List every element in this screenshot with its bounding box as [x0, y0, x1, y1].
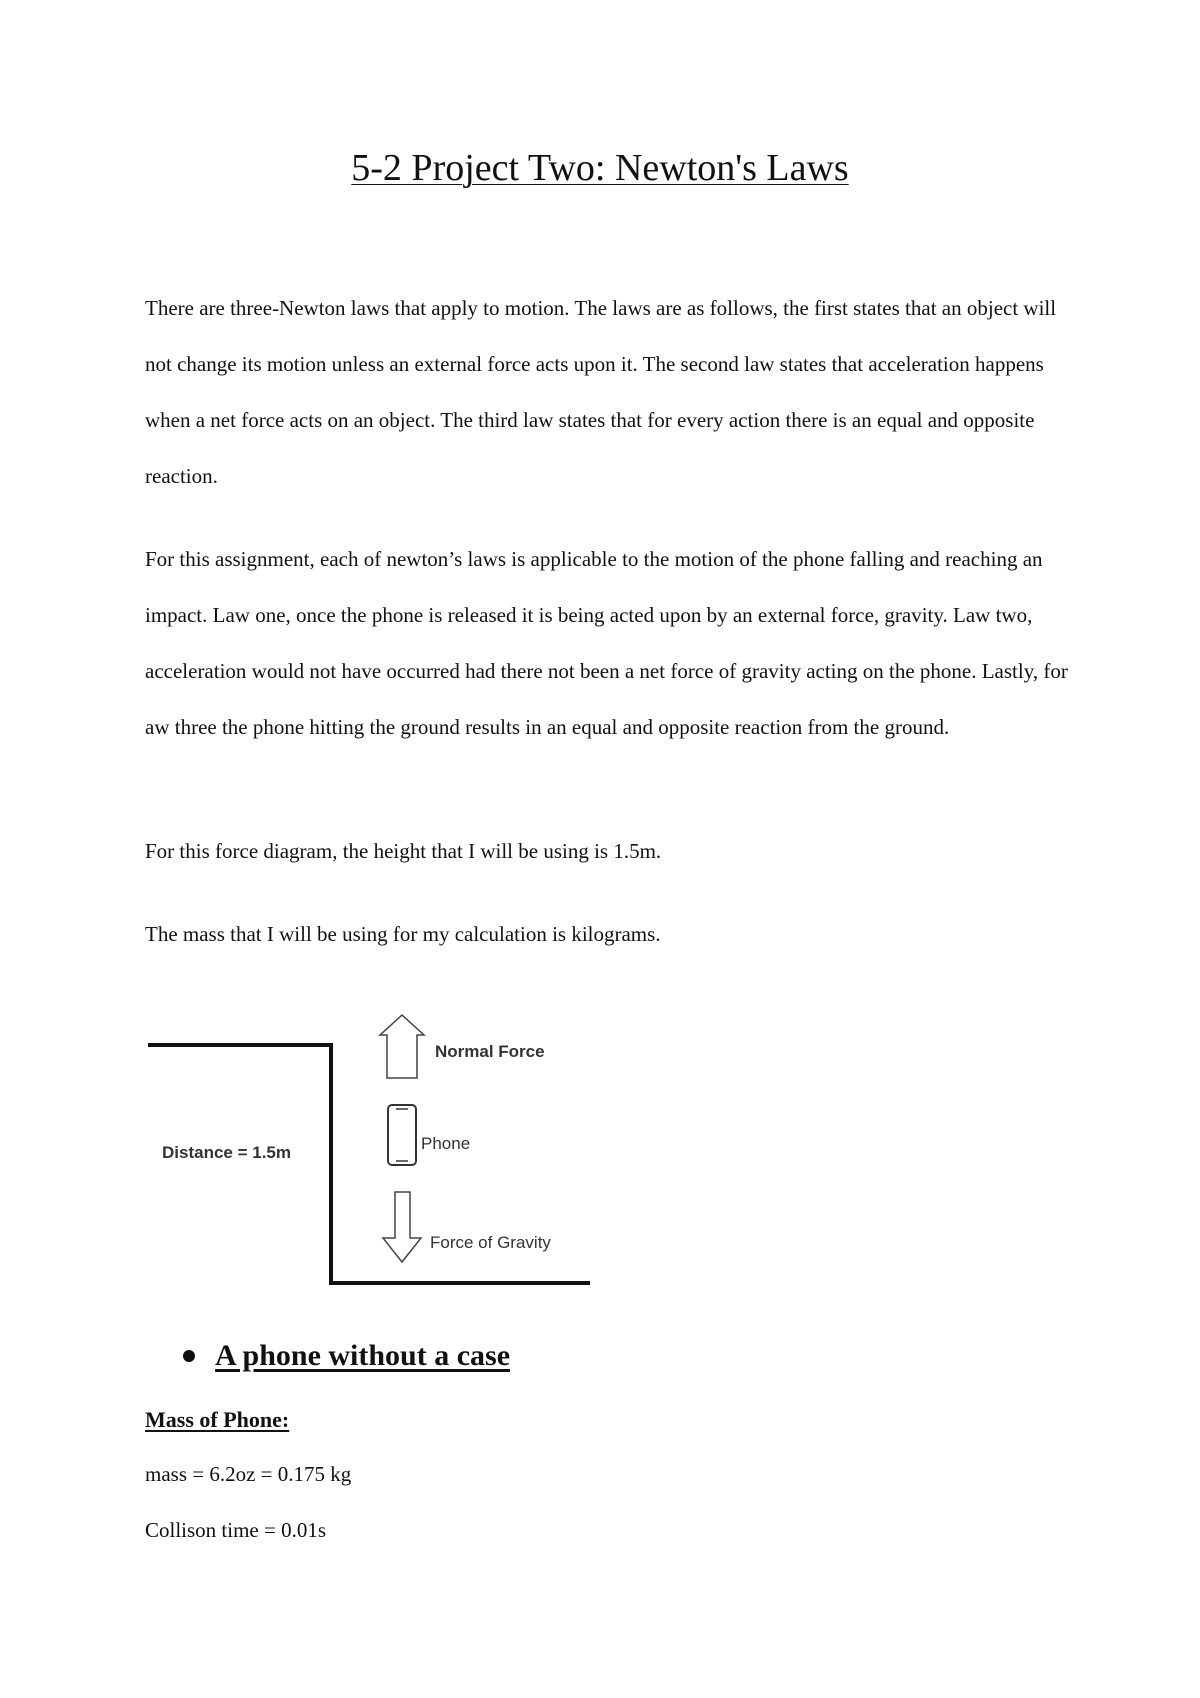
paragraph-assignment: For this assignment, each of newton’s laws is applicable to the motion of the phone falling and reaching an impact. Law one, once the phone is released it is being acted upon by an external force, gravity. Law two, acceleration would not have occurred had there not been a net force of gravity acting on the phone. Lastly, for aw three the phone hitting the ground results in an equal and opposite reaction from the ground.: [145, 547, 1068, 739]
normal-force-arrow-icon: [380, 1015, 424, 1078]
force-diagram-svg: [140, 1000, 610, 1300]
phone-label: Phone: [421, 1134, 471, 1153]
mass-statement: The mass that I will be using for my calculation is kilograms.: [145, 922, 661, 946]
document-title: 5-2 Project Two: Newton's Laws: [351, 147, 849, 189]
section-bullet: [183, 1339, 510, 1373]
height-statement: For this force diagram, the height that I will be using is 1.5m.: [145, 839, 662, 863]
mass-subheading: Mass of Phone:: [145, 1407, 290, 1432]
section-heading: A phone without a case: [215, 1339, 511, 1372]
normal-force-label: Normal Force: [435, 1042, 545, 1061]
paragraph-newton-laws: There are three-Newton laws that apply to motion. The laws are as follows, the first states that an object will not change its motion unless an external force acts upon it. The second law states that acceleration happens when a net force acts on an object. The third law states that for every action there is an equal and opposite reaction.: [145, 296, 1057, 488]
mass-equation: mass = 6.2oz = 0.175 kg: [145, 1462, 352, 1486]
collision-time-equation: Collison time = 0.01s: [145, 1518, 327, 1542]
force-diagram: [140, 1000, 610, 1300]
gravity-arrow-icon: [383, 1192, 421, 1262]
phone-icon: [388, 1105, 416, 1165]
distance-label: Distance = 1.5m: [162, 1143, 291, 1162]
bullet-icon: [183, 1350, 195, 1362]
gravity-label: Force of Gravity: [430, 1233, 551, 1252]
